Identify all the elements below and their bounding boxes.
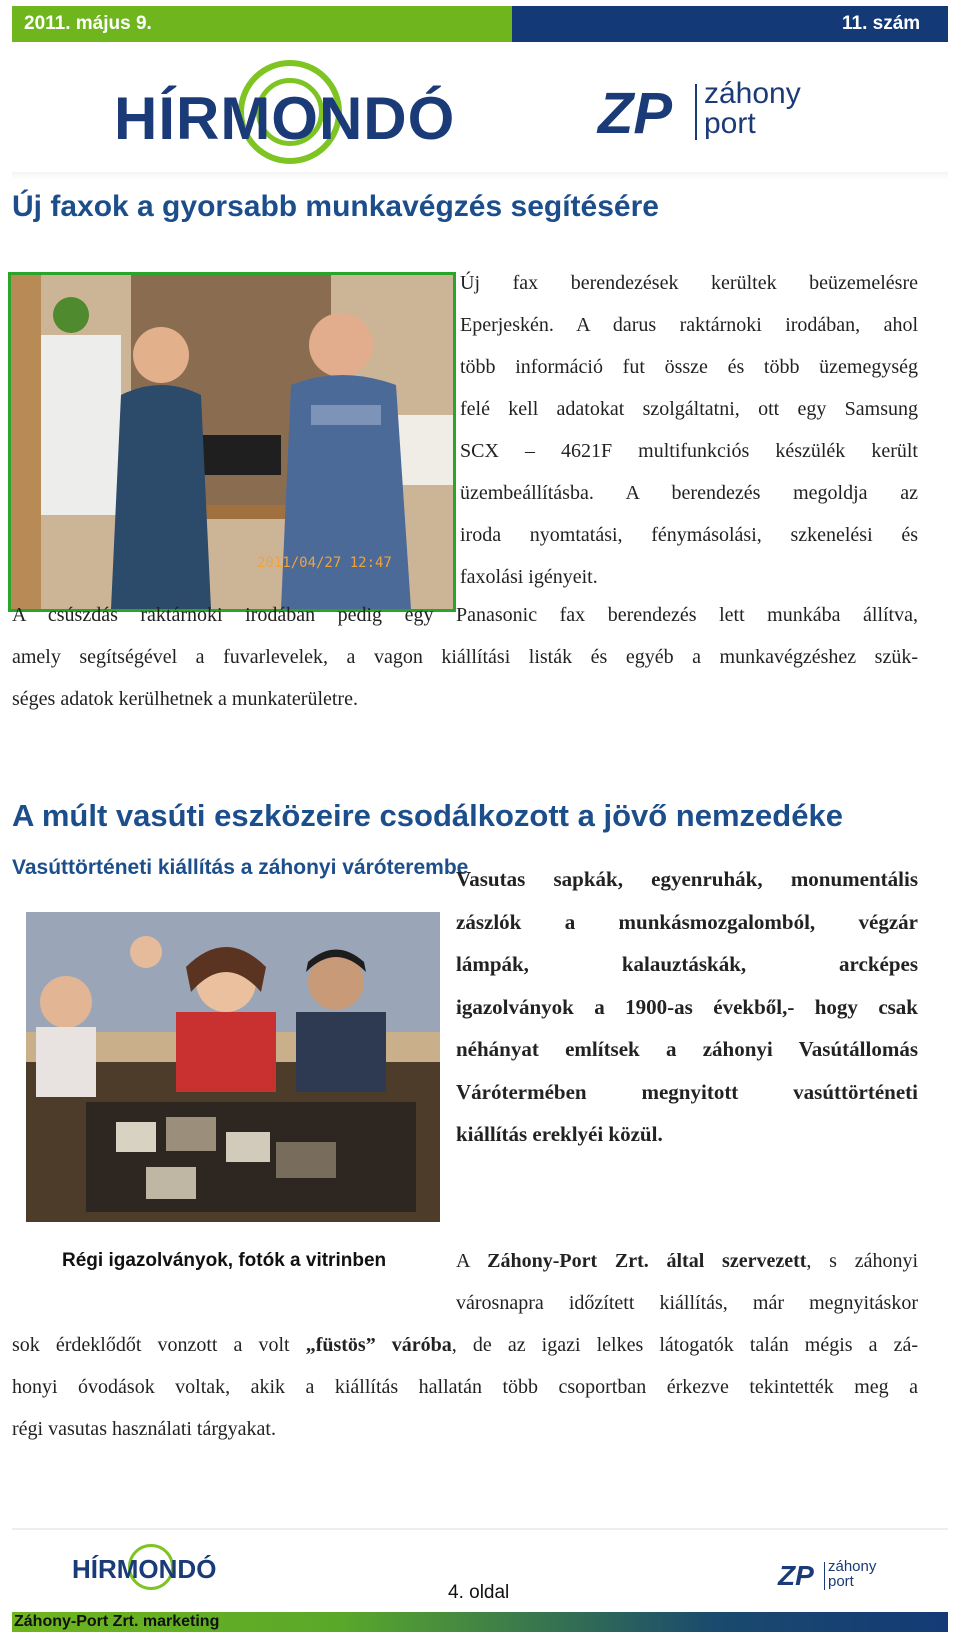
article2-para2 [456, 1240, 918, 1324]
article1-full-line: amely segítségével a fuvarlevelek, a vagon kiállítási listák és egyéb a munkavégzéshez szük- [12, 646, 918, 668]
article2-photo [26, 912, 440, 1222]
page-number: 4. oldal [448, 1582, 510, 1603]
article1-side-line: üzembeállításba. A berendezés megoldja az [460, 482, 918, 504]
footer-zp-line1: záhony [828, 1558, 877, 1575]
footer-credit: Záhony-Port Zrt. marketing [14, 1613, 220, 1630]
zp-text-line2: port [704, 107, 756, 140]
zahony-port-logo [596, 77, 836, 150]
article2-side-line: lámpák, kalauztáskák, arcképes [456, 952, 918, 976]
zp-mark: ZP [598, 81, 673, 146]
photo-caption: Régi igazolványok, fotók a vitrinben [62, 1250, 387, 1271]
article2-para3-line2: honyi óvodások voltak, akik a kiállítás hallatán több csoportban érkezve tekintették meg a [12, 1376, 918, 1398]
article1-side-line: felé kell adatokat szolgáltatni, ott egy Samsung [460, 398, 918, 420]
footer-zp-line2: port [828, 1573, 854, 1590]
article2-para3 [12, 1324, 918, 1450]
article2-subtitle: Vasúttörténeti kiállítás a záhonyi váróterembe [12, 856, 469, 879]
article1-side-line: Új fax berendezések kerültek beüzemelésre [460, 272, 918, 294]
footer-hirmondo-text: HÍRMONDÓ [72, 1554, 217, 1584]
article2-para3-line1: sok érdeklődőt vonzott a volt „füstös” váróba, de az igazi lelkes látogatók talán mégis a zá- [12, 1334, 918, 1356]
photo-timestamp: 2011/04/27 12:47 [257, 555, 392, 571]
article2-side-text [456, 858, 918, 1156]
article2-side-line: néhányat említsek a záhonyi Vasútállomás [456, 1037, 918, 1061]
article1-side-line: több információ fut össze és több üzemegység [460, 356, 918, 378]
article2-side-line: kiállítás ereklyéi közül. [456, 1122, 663, 1146]
article1-photo [8, 272, 456, 612]
article1-side-line: faxolási igényeit. [460, 566, 598, 588]
hirmondo-logo-text: HÍRMONDÓ [114, 85, 456, 152]
exhibition-photo [26, 912, 440, 1222]
footer-zp-mark: ZP [778, 1560, 814, 1591]
article2-side-line: igazolványok a 1900-as évekből,- hogy csak [456, 994, 918, 1019]
issue-date: 2011. május 9. [24, 13, 152, 34]
organizer-bold: Záhony-Port Zrt. által szervezett [487, 1250, 807, 1272]
footer-zahony-port-logo [778, 1560, 888, 1596]
article1-side-line: SCX – 4621F multifunkciós készülék került [460, 440, 918, 462]
article1-full-line: séges adatok kerülhetnek a munkaterületre. [12, 688, 358, 710]
article1-side-text [460, 262, 918, 598]
article2-side-line: Vasutas sapkák, egyenruhák, monumentális [456, 867, 918, 891]
article1-side-line: Eperjeskén. A darus raktárnoki irodában, ahol [460, 314, 918, 336]
issue-number: 11. szám [842, 13, 921, 34]
office-photo [11, 275, 453, 609]
smoky-waiting-room-bold: „füstös” váróba [305, 1334, 452, 1356]
article2-para2-line2: városnapra időzített kiállítás, már megnyitáskor [456, 1292, 918, 1314]
article1-full-line: A csúszdás raktárnoki irodában pedig egy Panasonic fax berendezés lett munkába állítva, [12, 604, 918, 626]
article2-side-line: Várótermében megnyitott vasúttörténeti [456, 1079, 918, 1104]
footer-hirmondo-logo [72, 1544, 222, 1594]
hirmondo-logo [110, 58, 460, 168]
article1-title: Új faxok a gyorsabb munkavégzés segítésére [12, 190, 659, 223]
article1-side-line: iroda nyomtatási, fénymásolási, szkenelési és [460, 524, 918, 546]
header-divider [12, 172, 948, 180]
zp-text-line1: záhony [704, 77, 801, 110]
article2-para2-line1: A Záhony-Port Zrt. által szervezett, s záhonyi [456, 1250, 919, 1272]
article2-side-line: zászlók a munkásmozgalomból, végzár [456, 909, 918, 934]
footer-divider [12, 1528, 948, 1530]
article2-para3-line3: régi vasutas használati tárgyakat. [12, 1418, 276, 1440]
article2-title: A múlt vasúti eszközeire csodálkozott a jövő nemzedéke [12, 798, 843, 833]
article1-full-text [12, 594, 918, 720]
